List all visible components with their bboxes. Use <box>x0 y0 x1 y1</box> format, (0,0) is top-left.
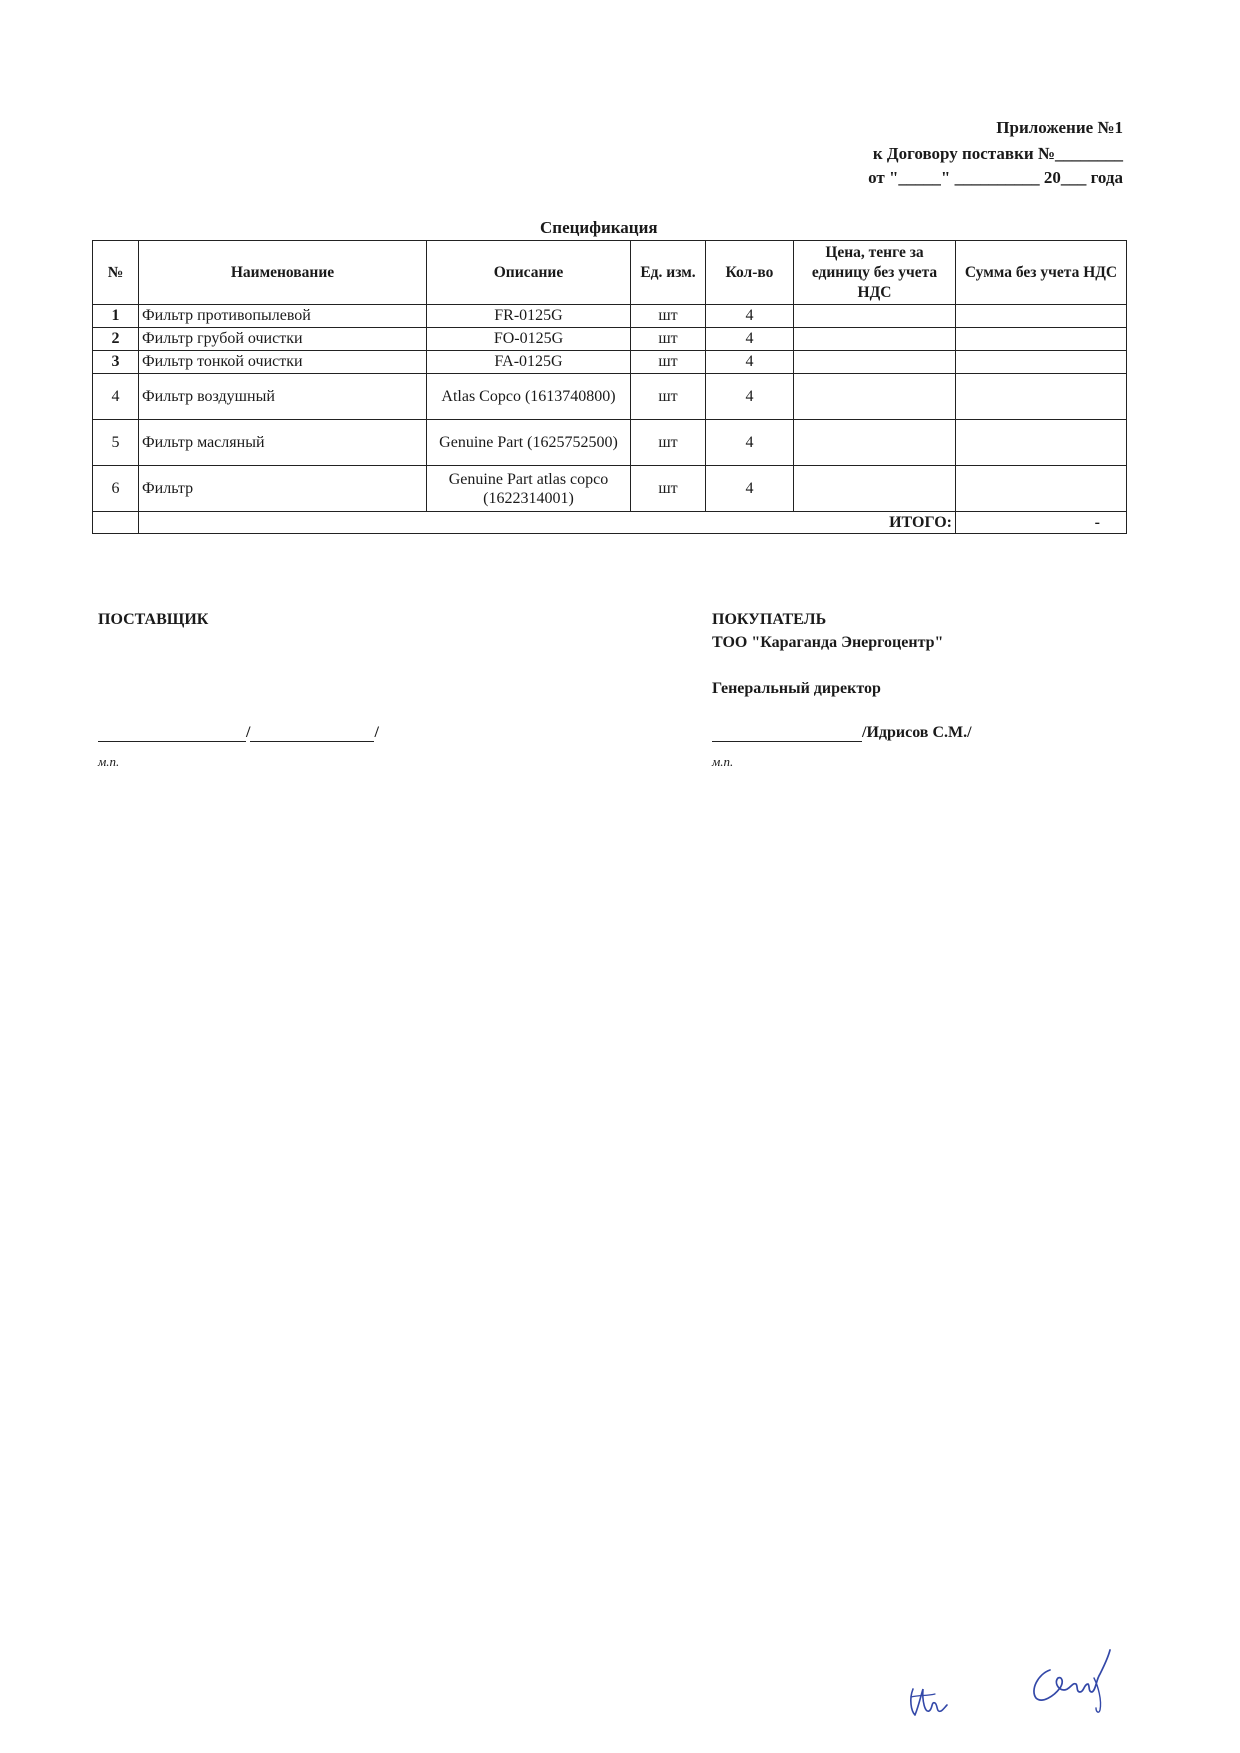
buyer-sign-line <box>712 724 972 742</box>
col-header-name: Наименование <box>139 241 427 305</box>
full-signature <box>1020 1640 1120 1720</box>
spec-title: Спецификация <box>540 218 658 237</box>
row-num: 2 <box>93 328 139 351</box>
table-total-row <box>93 512 1127 534</box>
row-qty: 4 <box>706 305 794 328</box>
row-sum <box>956 328 1127 351</box>
row-desc: FO-0125G <box>427 328 631 351</box>
supplier-sign-slash: / <box>246 724 251 741</box>
row-price <box>794 328 956 351</box>
row-name: Фильтр противопылевой <box>139 305 427 328</box>
row-unit: шт <box>631 328 706 351</box>
row-desc: FA-0125G <box>427 351 631 374</box>
row-qty: 4 <box>706 466 794 512</box>
supplier-heading: ПОСТАВЩИК <box>98 611 209 628</box>
buyer-signature-blank <box>712 725 862 742</box>
row-num: 3 <box>93 351 139 374</box>
col-header-qty: Кол-во <box>706 241 794 305</box>
row-unit: шт <box>631 351 706 374</box>
col-header-desc: Описание <box>427 241 631 305</box>
row-price <box>794 420 956 466</box>
row-price <box>794 351 956 374</box>
row-unit: шт <box>631 305 706 328</box>
supplier-signature-blank <box>98 725 246 742</box>
row-unit: шт <box>631 420 706 466</box>
supplier-sign-end: / <box>374 724 379 741</box>
supplier-name-blank <box>250 725 374 742</box>
contract-line: к Договору поставки №________ <box>872 144 1123 163</box>
table-row <box>93 305 1127 328</box>
table-row <box>93 328 1127 351</box>
row-qty: 4 <box>706 328 794 351</box>
total-value: - <box>956 512 1127 534</box>
buyer-company: ТОО "Караганда Энергоцентр" <box>712 634 944 651</box>
col-header-num: № <box>93 241 139 305</box>
row-qty: 4 <box>706 374 794 420</box>
buyer-stamp-label: м.п. <box>712 754 734 769</box>
row-qty: 4 <box>706 420 794 466</box>
date-line: от "_____" __________ 20___ года <box>868 168 1123 187</box>
row-price <box>794 305 956 328</box>
row-sum <box>956 466 1127 512</box>
row-num: 4 <box>93 374 139 420</box>
row-num: 1 <box>93 305 139 328</box>
row-unit: шт <box>631 374 706 420</box>
buyer-position: Генеральный директор <box>712 680 881 697</box>
buyer-heading: ПОКУПАТЕЛЬ <box>712 611 827 628</box>
spec-table <box>92 240 1127 534</box>
table-row <box>93 374 1127 420</box>
row-name: Фильтр масляный <box>139 420 427 466</box>
row-num: 6 <box>93 466 139 512</box>
row-num: 5 <box>93 420 139 466</box>
supplier-sign-line <box>98 724 379 742</box>
row-name: Фильтр воздушный <box>139 374 427 420</box>
row-name: Фильтр <box>139 466 427 512</box>
appendix-label: Приложение №1 <box>996 118 1123 137</box>
row-price <box>794 466 956 512</box>
row-sum <box>956 374 1127 420</box>
row-name: Фильтр грубой очистки <box>139 328 427 351</box>
row-desc: FR-0125G <box>427 305 631 328</box>
table-header-row <box>93 241 1127 305</box>
row-name: Фильтр тонкой очистки <box>139 351 427 374</box>
buyer-signatory: /Идрисов С.М./ <box>862 724 972 741</box>
row-sum <box>956 305 1127 328</box>
col-header-sum: Сумма без учета НДС <box>956 241 1127 305</box>
row-desc: Atlas Copco (1613740800) <box>427 374 631 420</box>
row-desc: Genuine Part atlas copco (1622314001) <box>427 466 631 512</box>
col-header-price: Цена, тенге за единицу без учета НДС <box>794 241 956 305</box>
row-sum <box>956 420 1127 466</box>
row-qty: 4 <box>706 351 794 374</box>
supplier-stamp-label: м.п. <box>98 754 120 769</box>
row-sum <box>956 351 1127 374</box>
table-row <box>93 420 1127 466</box>
total-label: ИТОГО: <box>139 512 956 534</box>
col-header-unit: Ед. изм. <box>631 241 706 305</box>
initials-signature <box>905 1675 955 1725</box>
row-unit: шт <box>631 466 706 512</box>
table-row <box>93 466 1127 512</box>
row-desc: Genuine Part (1625752500) <box>427 420 631 466</box>
table-row <box>93 351 1127 374</box>
row-price <box>794 374 956 420</box>
total-num-cell <box>93 512 139 534</box>
